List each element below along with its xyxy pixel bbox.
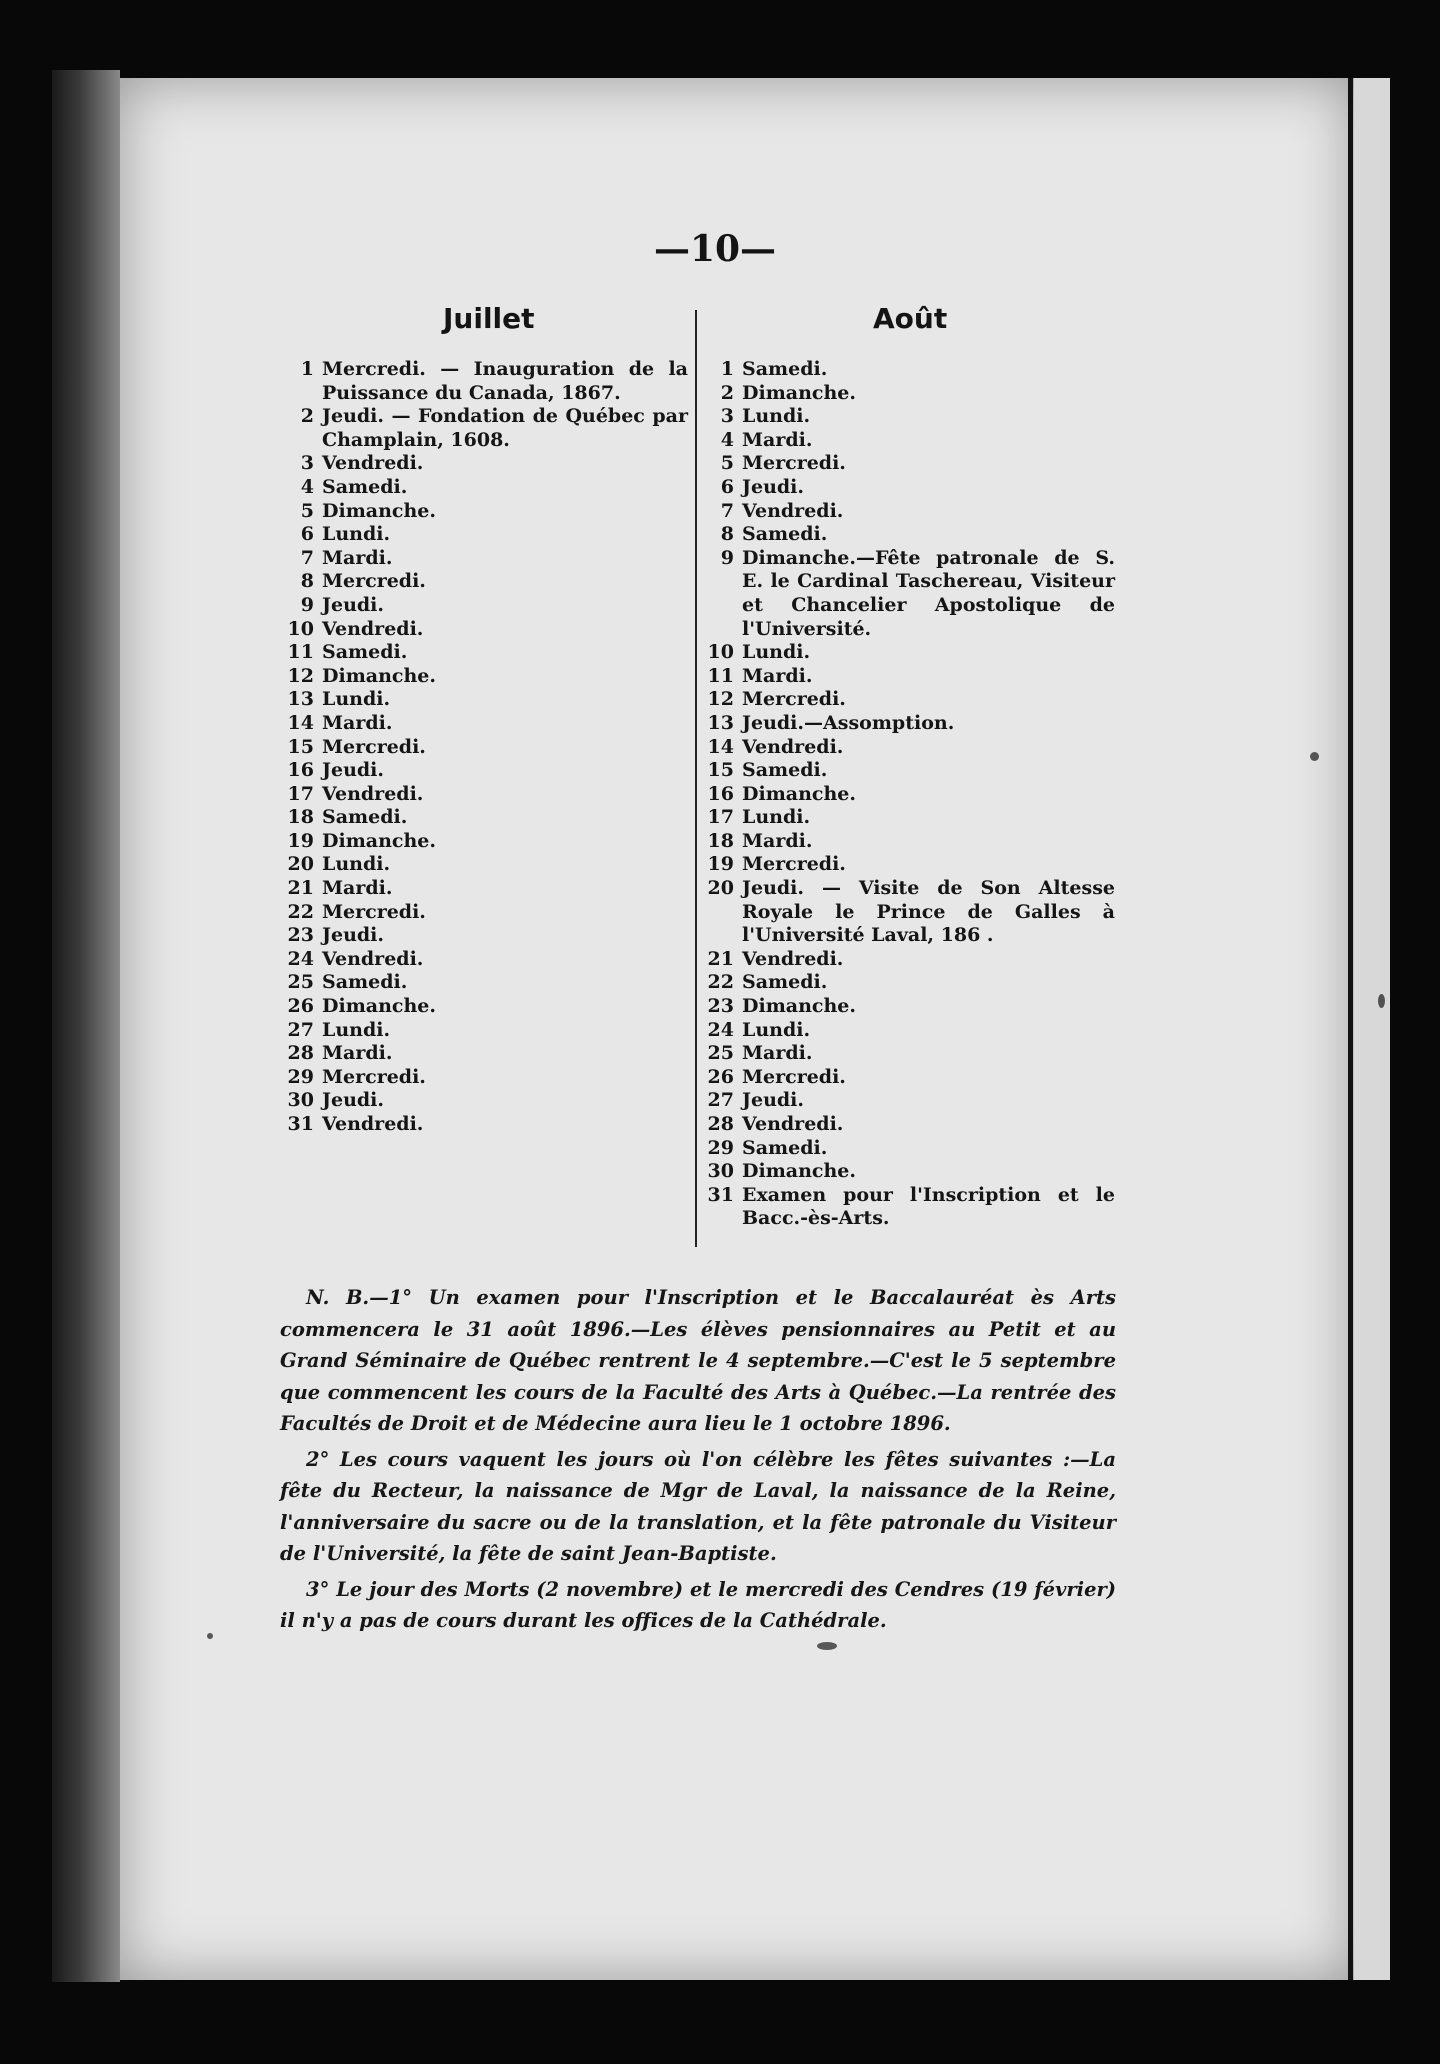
day-number: 19 bbox=[287, 829, 314, 852]
calendar-entry bbox=[700, 971, 1115, 995]
day-number: 3 bbox=[300, 452, 314, 475]
calendar-entry bbox=[700, 806, 1115, 830]
day-label: Lundi. bbox=[742, 641, 811, 664]
calendar-entry bbox=[280, 476, 688, 500]
day-label: Mercredi. bbox=[322, 735, 426, 758]
day-number: 27 bbox=[707, 1089, 734, 1112]
calendar-entry bbox=[280, 924, 688, 948]
calendar-entry bbox=[280, 853, 688, 877]
day-number: 29 bbox=[707, 1136, 734, 1159]
day-label: Samedi. bbox=[742, 523, 828, 546]
day-label: Dimanche. bbox=[742, 782, 857, 805]
calendar-entry bbox=[700, 1042, 1115, 1066]
day-number: 20 bbox=[707, 877, 734, 900]
day-number: 10 bbox=[287, 617, 314, 640]
day-label: Samedi. bbox=[322, 806, 408, 829]
day-label: Jeudi. bbox=[322, 1089, 385, 1112]
day-number: 30 bbox=[707, 1160, 734, 1183]
day-label: Samedi. bbox=[742, 971, 828, 994]
day-label: Samedi. bbox=[322, 475, 408, 498]
day-number: 6 bbox=[300, 523, 314, 546]
day-number: 7 bbox=[720, 499, 734, 522]
day-label: Jeudi. bbox=[742, 1089, 805, 1112]
calendar-entry bbox=[700, 665, 1115, 689]
day-number: 11 bbox=[707, 664, 734, 687]
day-number: 3 bbox=[720, 405, 734, 428]
day-label: Mercredi. bbox=[322, 900, 426, 923]
calendar-entry bbox=[280, 688, 688, 712]
day-number: 8 bbox=[300, 570, 314, 593]
calendar-entry bbox=[700, 830, 1115, 854]
day-label: Jeudi.—Assomption. bbox=[742, 711, 955, 734]
day-label: Dimanche. bbox=[742, 381, 857, 404]
page-number: —10— bbox=[653, 228, 777, 270]
calendar-entry bbox=[280, 830, 688, 854]
ink-speck bbox=[207, 1633, 213, 1639]
day-number: 1 bbox=[720, 358, 734, 380]
calendar-entry bbox=[280, 547, 688, 571]
day-label: Dimanche. bbox=[322, 664, 437, 687]
day-number: 14 bbox=[287, 711, 314, 734]
day-number: 23 bbox=[287, 924, 314, 947]
day-label: Jeudi. bbox=[322, 759, 385, 782]
day-label: Samedi. bbox=[322, 641, 408, 664]
calendar-entry bbox=[280, 594, 688, 618]
calendar-entry bbox=[280, 500, 688, 524]
calendar-entry bbox=[700, 759, 1115, 783]
day-number: 22 bbox=[287, 900, 314, 923]
day-number: 31 bbox=[707, 1183, 734, 1206]
day-number: 2 bbox=[300, 405, 314, 428]
calendar-entry bbox=[280, 995, 688, 1019]
month-title-aout: Août bbox=[873, 302, 948, 335]
calendar-entry bbox=[700, 405, 1115, 429]
day-label: Vendredi. bbox=[322, 782, 424, 805]
day-number: 26 bbox=[287, 995, 314, 1018]
day-number: 25 bbox=[707, 1042, 734, 1065]
day-number: 6 bbox=[720, 475, 734, 498]
calendar-entry bbox=[280, 1066, 688, 1090]
day-label: Mardi. bbox=[742, 829, 813, 852]
calendar-entry bbox=[280, 665, 688, 689]
day-label: Mardi. bbox=[322, 711, 393, 734]
calendar-entry bbox=[280, 877, 688, 901]
day-label: Lundi. bbox=[742, 1018, 811, 1041]
day-label: Vendredi. bbox=[322, 1113, 424, 1135]
calendar-entry bbox=[280, 641, 688, 665]
day-label: Mardi. bbox=[742, 664, 813, 687]
day-number: 22 bbox=[707, 971, 734, 994]
day-number: 27 bbox=[287, 1018, 314, 1041]
day-label: Jeudi. — Fondation de Québec par Champlain, 1608. bbox=[322, 405, 688, 451]
calendar-entry bbox=[700, 853, 1115, 877]
day-label: Jeudi. bbox=[322, 593, 385, 616]
day-label: Mercredi. bbox=[322, 570, 426, 593]
calendar-entry bbox=[280, 405, 688, 452]
note-paragraph: N. B.—1° Un examen pour l'Inscription et le Baccalauréat ès Arts commencera le 31 août 1896.—Les élèves pensionnaires au Petit et au Grand Séminaire de Québec rentrent le 4 septembre.—C'est le 5 septembre que commencent les cours de la Faculté des Arts à Québec.—La rentrée des Facultés de Droit et de Médecine aura lieu le 1 octobre 1896. bbox=[280, 1286, 1116, 1435]
day-label: Lundi. bbox=[742, 806, 811, 829]
column-divider bbox=[695, 310, 697, 1247]
day-label: Mardi. bbox=[322, 877, 393, 900]
calendar-list-juillet bbox=[280, 358, 688, 1137]
calendar-entry bbox=[280, 1089, 688, 1113]
day-number: 28 bbox=[707, 1113, 734, 1135]
calendar-entry bbox=[700, 452, 1115, 476]
day-label: Vendredi. bbox=[322, 617, 424, 640]
day-number: 24 bbox=[287, 947, 314, 970]
day-number: 17 bbox=[287, 782, 314, 805]
day-label: Vendredi. bbox=[742, 1113, 844, 1135]
calendar-entry bbox=[280, 971, 688, 995]
day-label: Samedi. bbox=[742, 1136, 828, 1159]
day-label: Dimanche. bbox=[322, 995, 437, 1018]
day-number: 8 bbox=[720, 523, 734, 546]
note-paragraph: 3° Le jour des Morts (2 novembre) et le mercredi des Cendres (19 février) il n'y a pas de cours durant les offices de la Cathédrale. bbox=[280, 1577, 1116, 1632]
day-label: Lundi. bbox=[742, 405, 811, 428]
calendar-entry bbox=[700, 1019, 1115, 1043]
day-label: Mardi. bbox=[742, 428, 813, 451]
day-number: 26 bbox=[707, 1065, 734, 1088]
day-label: Jeudi. bbox=[742, 475, 805, 498]
day-number: 12 bbox=[707, 688, 734, 711]
calendar-entry bbox=[700, 476, 1115, 500]
day-number: 10 bbox=[707, 641, 734, 664]
day-number: 11 bbox=[287, 641, 314, 664]
book-spine-edge bbox=[52, 70, 120, 1982]
month-title-juillet: Juillet bbox=[443, 302, 535, 335]
day-label: Vendredi. bbox=[742, 735, 844, 758]
calendar-entry bbox=[700, 736, 1115, 760]
day-label: Mercredi. bbox=[742, 688, 846, 711]
calendar-entry bbox=[700, 783, 1115, 807]
day-label: Jeudi. bbox=[322, 924, 385, 947]
day-number: 18 bbox=[707, 829, 734, 852]
day-label: Vendredi. bbox=[742, 947, 844, 970]
day-label: Vendredi. bbox=[742, 499, 844, 522]
day-label: Mercredi. bbox=[322, 1065, 426, 1088]
day-number: 14 bbox=[707, 735, 734, 758]
day-number: 13 bbox=[707, 711, 734, 734]
day-number: 1 bbox=[300, 358, 314, 380]
day-number: 20 bbox=[287, 853, 314, 876]
day-number: 16 bbox=[287, 759, 314, 782]
calendar-entry bbox=[280, 712, 688, 736]
calendar-entry bbox=[700, 641, 1115, 665]
day-number: 4 bbox=[300, 475, 314, 498]
calendar-entry bbox=[280, 759, 688, 783]
day-number: 9 bbox=[300, 593, 314, 616]
day-number: 16 bbox=[707, 782, 734, 805]
day-number: 23 bbox=[707, 995, 734, 1018]
calendar-entry bbox=[700, 1160, 1115, 1184]
notes-section bbox=[280, 1282, 1116, 1641]
calendar-entry bbox=[280, 901, 688, 925]
day-number: 30 bbox=[287, 1089, 314, 1112]
calendar-entry bbox=[280, 1042, 688, 1066]
calendar-entry bbox=[700, 995, 1115, 1019]
day-number: 31 bbox=[287, 1113, 314, 1135]
calendar-entry bbox=[700, 688, 1115, 712]
day-label: Mardi. bbox=[742, 1042, 813, 1065]
day-label: Dimanche. bbox=[742, 1160, 857, 1183]
day-number: 5 bbox=[720, 452, 734, 475]
day-label: Mercredi. bbox=[742, 452, 846, 475]
calendar-entry bbox=[700, 523, 1115, 547]
day-label: Lundi. bbox=[322, 523, 391, 546]
day-number: 4 bbox=[720, 428, 734, 451]
calendar-entry bbox=[700, 1089, 1115, 1113]
ink-speck bbox=[1310, 752, 1319, 761]
day-label: Dimanche. bbox=[322, 499, 437, 522]
day-label: Examen pour l'Inscription et le Bacc.-ès-Arts. bbox=[742, 1183, 1115, 1230]
calendar-entry bbox=[700, 358, 1115, 382]
calendar-entry bbox=[280, 736, 688, 760]
calendar-entry bbox=[280, 570, 688, 594]
day-number: 15 bbox=[287, 735, 314, 758]
ink-speck bbox=[1378, 994, 1385, 1008]
calendar-entry bbox=[700, 1113, 1115, 1137]
day-label: Lundi. bbox=[322, 1018, 391, 1041]
calendar-entry bbox=[700, 948, 1115, 972]
calendar-entry bbox=[280, 806, 688, 830]
day-label: Samedi. bbox=[742, 759, 828, 782]
day-label: Vendredi. bbox=[322, 947, 424, 970]
calendar-entry bbox=[700, 1066, 1115, 1090]
calendar-entry bbox=[700, 500, 1115, 524]
calendar-entry bbox=[280, 358, 688, 405]
calendar-entry bbox=[700, 382, 1115, 406]
note-paragraph: 2° Les cours vaquent les jours où l'on célèbre les fêtes suivantes :—La fête du Recteur, la naissance de Mgr de Laval, la naissance de la Reine, l'anniversaire du sacre ou de la translation, et la fête patronale du Visiteur de l'Université, la fête de saint Jean-Baptiste. bbox=[280, 1447, 1116, 1565]
day-label: Mercredi. — Inauguration de la Puissance du Canada, 1867. bbox=[322, 358, 688, 404]
day-number: 28 bbox=[287, 1042, 314, 1065]
calendar-entry bbox=[700, 1184, 1115, 1231]
day-number: 15 bbox=[707, 759, 734, 782]
day-label: Samedi. bbox=[742, 358, 828, 380]
day-label: Lundi. bbox=[322, 853, 391, 876]
day-label: Mardi. bbox=[322, 1042, 393, 1065]
day-label: Mercredi. bbox=[742, 1065, 846, 1088]
day-label: Vendredi. bbox=[322, 452, 424, 475]
day-number: 9 bbox=[720, 546, 734, 569]
day-number: 12 bbox=[287, 664, 314, 687]
day-label: Samedi. bbox=[322, 971, 408, 994]
day-label: Dimanche.—Fête patronale de S. E. le Cardinal Taschereau, Visiteur et Chancelier Apostolique de l'Université. bbox=[742, 546, 1115, 640]
day-number: 7 bbox=[300, 546, 314, 569]
calendar-entry bbox=[280, 1019, 688, 1043]
calendar-list-aout bbox=[700, 358, 1115, 1231]
day-label: Mercredi. bbox=[742, 853, 846, 876]
day-number: 29 bbox=[287, 1065, 314, 1088]
day-number: 5 bbox=[300, 499, 314, 522]
ink-speck bbox=[817, 1642, 837, 1650]
day-number: 13 bbox=[287, 688, 314, 711]
calendar-entry bbox=[700, 712, 1115, 736]
day-number: 18 bbox=[287, 806, 314, 829]
calendar-entry bbox=[280, 523, 688, 547]
calendar-entry bbox=[280, 618, 688, 642]
calendar-entry bbox=[280, 948, 688, 972]
day-number: 21 bbox=[287, 877, 314, 900]
calendar-entry bbox=[700, 877, 1115, 948]
calendar-entry bbox=[700, 1137, 1115, 1161]
day-number: 25 bbox=[287, 971, 314, 994]
calendar-entry bbox=[700, 547, 1115, 641]
day-label: Jeudi. — Visite de Son Altesse Royale le Prince de Galles à l'Université Laval, 186 . bbox=[742, 877, 1115, 947]
day-number: 24 bbox=[707, 1018, 734, 1041]
calendar-entry bbox=[280, 1113, 688, 1137]
day-label: Lundi. bbox=[322, 688, 391, 711]
day-number: 19 bbox=[707, 853, 734, 876]
day-label: Dimanche. bbox=[322, 829, 437, 852]
calendar-entry bbox=[700, 429, 1115, 453]
page-border-rule bbox=[1348, 78, 1353, 1980]
day-label: Mardi. bbox=[322, 546, 393, 569]
day-number: 21 bbox=[707, 947, 734, 970]
day-number: 2 bbox=[720, 381, 734, 404]
calendar-entry bbox=[280, 452, 688, 476]
calendar-entry bbox=[280, 783, 688, 807]
day-label: Dimanche. bbox=[742, 995, 857, 1018]
day-number: 17 bbox=[707, 806, 734, 829]
adjacent-page-strip bbox=[1354, 78, 1390, 1980]
